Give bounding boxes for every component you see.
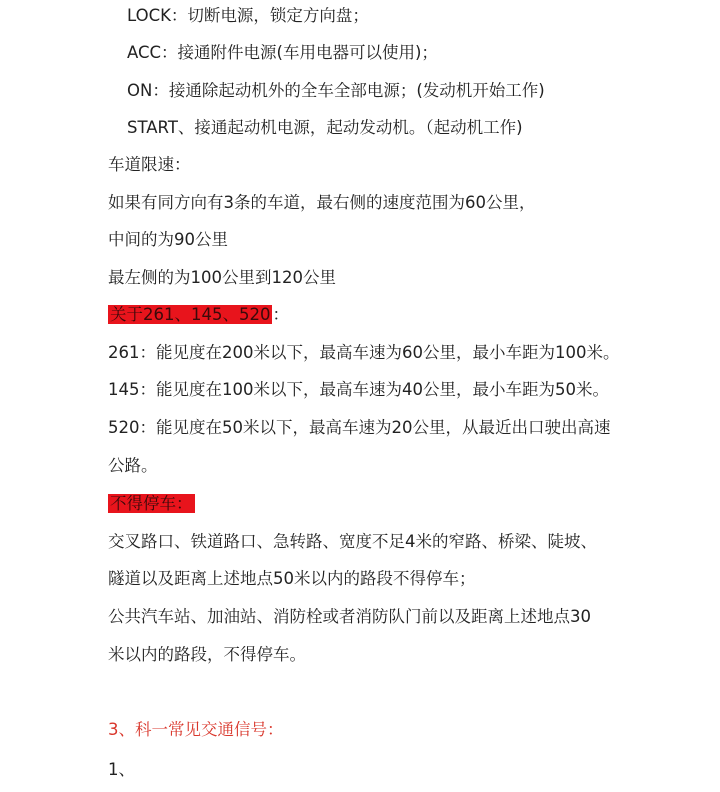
lane-speed-line-2: 中间的为90公里 bbox=[108, 230, 228, 249]
ignition-on-line: ON：接通除起动机外的全车全部电源；(发动机开始工作) bbox=[127, 81, 545, 100]
section-3-heading: 3、科一常见交通信号： bbox=[108, 720, 284, 739]
lane-speed-line-3: 最左侧的为100公里到120公里 bbox=[108, 268, 336, 287]
no-parking-line-1: 交叉路口、铁道路口、急转路、宽度不足4米的窄路、桥梁、陡坡、 bbox=[108, 532, 597, 551]
ignition-acc-line: ACC：接通附件电源(车用电器可以使用)； bbox=[127, 43, 438, 62]
no-parking-heading-highlight: 不得停车： bbox=[110, 494, 193, 513]
fog-rule-520-b: 公路。 bbox=[108, 456, 158, 475]
section-3-item-1: 1、 bbox=[108, 760, 135, 779]
no-parking-heading bbox=[108, 492, 195, 516]
fog-rules-heading bbox=[108, 303, 289, 327]
lane-speed-heading: 车道限速： bbox=[108, 155, 191, 174]
ignition-start-line: START、接通起动机电源，起动发动机。（起动机工作) bbox=[127, 118, 523, 137]
fog-rule-145: 145：能见度在100米以下，最高车速为40公里，最小车距为50米。 bbox=[108, 380, 609, 399]
fog-rule-261: 261：能见度在200米以下，最高车速为60公里，最小车距为100米。 bbox=[108, 343, 620, 362]
no-parking-line-3: 公共汽车站、加油站、消防栓或者消防队门前以及距离上述地点30 bbox=[108, 607, 591, 626]
no-parking-line-2: 隧道以及距离上述地点50米以内的路段不得停车； bbox=[108, 569, 476, 588]
fog-rule-520-a: 520：能见度在50米以下，最高车速为20公里，从最近出口驶出高速 bbox=[108, 418, 611, 437]
fog-rules-heading-suffix: ： bbox=[272, 305, 289, 324]
no-parking-line-4: 米以内的路段，不得停车。 bbox=[108, 645, 306, 664]
lane-speed-line-1: 如果有同方向有3条的车道，最右侧的速度范围为60公里， bbox=[108, 193, 536, 212]
ignition-lock-line: LOCK：切断电源，锁定方向盘； bbox=[127, 6, 369, 25]
fog-rules-heading-highlight: 关于261、145、520 bbox=[110, 305, 271, 324]
